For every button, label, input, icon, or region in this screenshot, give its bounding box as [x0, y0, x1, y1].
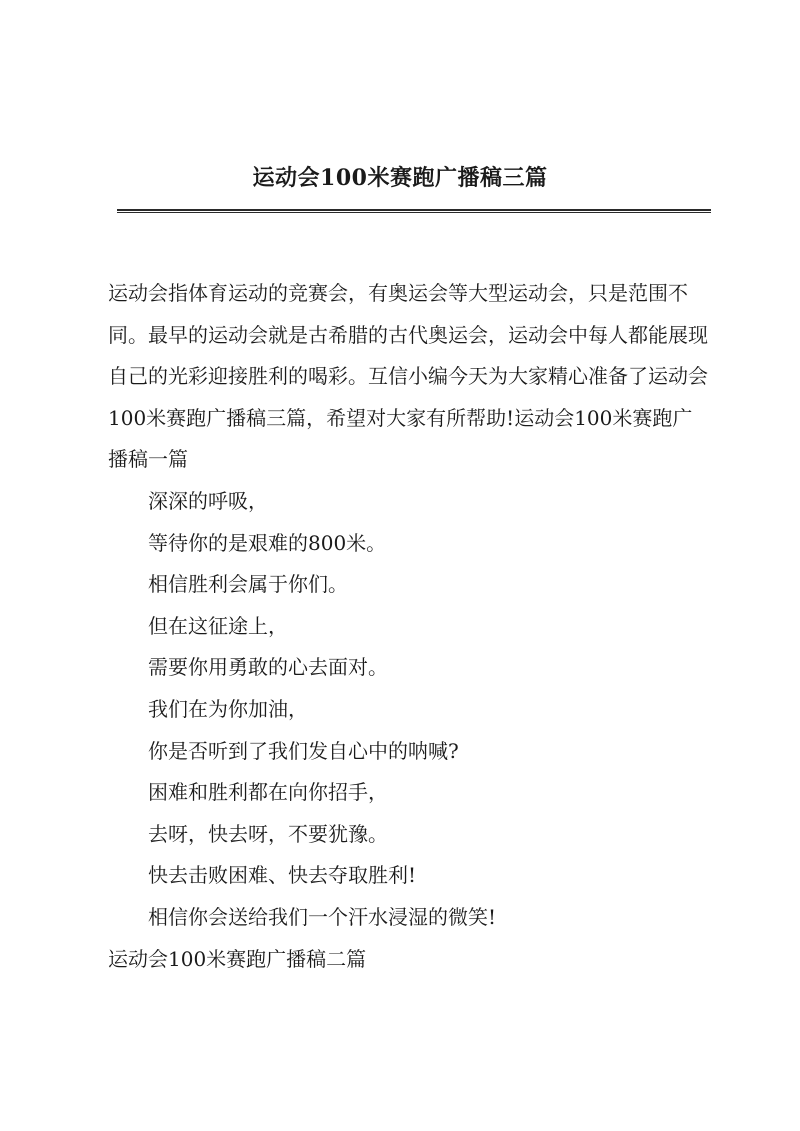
poem-line: 相信胜利会属于你们。 [148, 572, 348, 597]
section-heading: 运动会100米赛跑广播稿二篇 [108, 947, 367, 971]
poem-line: 去呀，快去呀，不要犹豫。 [148, 821, 388, 846]
poem-line: 困难和胜利都在向你招手， [148, 780, 388, 805]
poem-line: 快去击败困难、快去夺取胜利! [148, 863, 417, 888]
poem-line: 我们在为你加油， [148, 696, 308, 721]
poem-line: 相信你会送给我们一个汗水浸湿的微笑! [148, 904, 497, 929]
poem-line: 深深的呼吸， [148, 489, 268, 513]
poem [148, 481, 708, 939]
intro-paragraph: 运动会指体育运动的竞赛会，有奥运会等大型运动会，只是范围不同。最早的运动会就是古希腊的古代奥运会，运动会中每人都能展现自己的光彩迎接胜利的喝彩。互信小编今天为大家精心准备了运动会100米赛跑广播稿三篇，希望对大家有所帮助!运动会100米赛跑广播稿一篇 [108, 281, 708, 471]
poem-line: 需要你用勇敢的心去面对。 [148, 655, 388, 680]
document-title: 运动会100米赛跑广播稿三篇 [252, 165, 548, 191]
poem-line: 但在这征途上， [148, 613, 288, 638]
poem-line: 你是否听到了我们发自心中的呐喊? [148, 738, 459, 763]
title-divider [117, 209, 711, 213]
poem-line: 等待你的是艰难的800米。 [148, 530, 387, 555]
